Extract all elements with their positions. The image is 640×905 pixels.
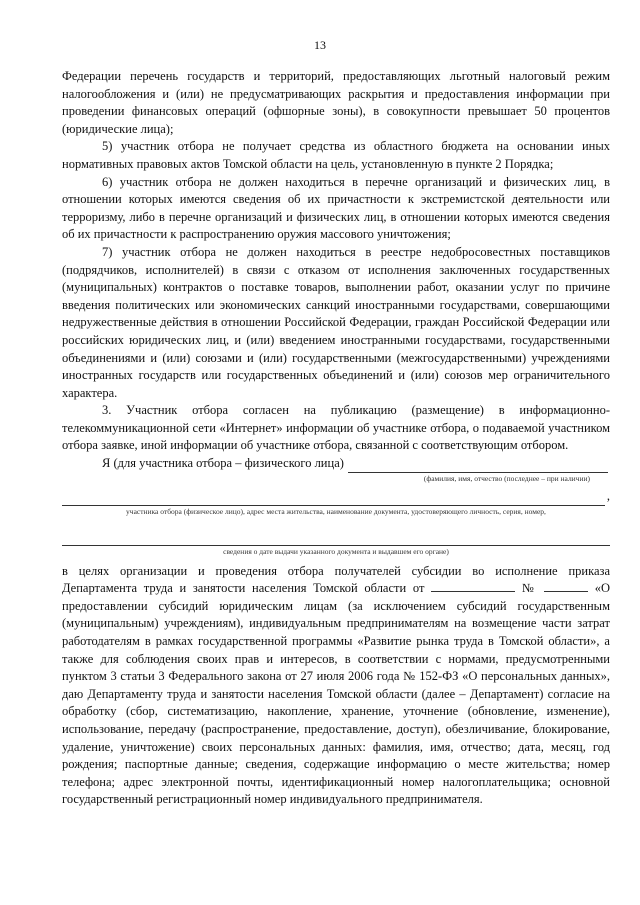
applicant-label: Я (для участника отбора – физического лица): [102, 456, 344, 471]
caption-document-issue: сведения о дате выдачи указанного документа и выдавшем его органе): [223, 546, 449, 556]
order-number-field[interactable]: [544, 581, 588, 592]
caption-applicant-name: (фамилия, имя, отчество (последнее – при наличии): [423, 473, 590, 483]
order-date-field[interactable]: [431, 581, 515, 592]
applicant-name-row: [62, 455, 610, 473]
applicant-document-row: [62, 490, 610, 506]
paragraph-item-7: 7) участник отбора не должен находиться в реестре недобросовестных поставщиков (подрядчиков, исполнителей) в связи с отказом от исполнения заключенных государственных (муниципальных) контрактов о поставке товаров, выполнении работ, оказании услуг по причине введения политических или экономических санкций иностранными государствами, совершающими недружественные действия в отношении Российской Федерации, граждан Российской Федерации или российских юридических лиц, и (или) введением иностранными государствами, государственными объединениями и (или) союзами и (или) государственными (межгосударственными) учреждениями иностранных государств или государственных объединений и (или) союзов мер ограничительного характера.: [62, 244, 610, 400]
number-sign: №: [521, 581, 538, 596]
consent-text-b: «О предоставлении субсидий юридическим лицам (за исключением субсидий государственным (муниципальным) учреждениям), индивидуальным предпринимателям на возмещение части затрат работодателям в рамках государственной программы «Развитие рынка труда в Томской области», а также для соблюдения своих прав и интересов, в соответствии с нормами, предусмотренными пунктом 3 статьи 3 Федерального закона от 27 июля 2006 года № 152-ФЗ «О персональных данных», даю Департаменту труда и занятости населения Томской области (далее – Департамент) согласие на обработку (сбор, систематизацию, накопление, хранение, уточнение (обновление, изменение), использование, передачу (распространение, предоставление, доступ), обезличивание, блокирование, удаление, уничтожение) своих персональных данных: фамилия, имя, отчество; дата, месяц, год рождения; паспортные данные; сведения, содержащие информацию о месте жительства; номер телефона; адрес электронной почты, идентификационный номер налогоплательщика; основной государственный регистрационный номер индивидуального предпринимателя.: [62, 581, 611, 807]
applicant-document-field[interactable]: [62, 492, 605, 506]
paragraph-item-5: 5) участник отбора не получает средства из областного бюджета на основании иных нормативных правовых актов Томской области на цель, установленную в пункте 2 Порядка;: [62, 139, 610, 171]
consent-text-a: в целях организации и проведения отбора получателей субсидии во исполнение приказа Департамента труда и занятости населения Томской области от: [62, 563, 610, 596]
paragraph-offshore-continuation: Федерации перечень государств и территорий, предоставляющих льготный налоговый режим налогообложения и (или) не предусматривающих раскрытия и предоставления информации при проведении финансовых операций (офшорные зоны), в совокупности превышает 50 процентов (юридические лица);: [62, 69, 610, 136]
paragraph-consent: [62, 563, 610, 809]
comma-mark: ,: [606, 489, 610, 504]
applicant-issue-field[interactable]: [62, 531, 610, 546]
paragraph-item-6: 6) участник отбора не должен находиться в перечне организаций и физических лиц, в отношении которых имеются сведения об их причастности к экстремистской деятельности или терроризму, либо в перечне организаций и физических лиц, в отношении которых имеются сведения об их причастности к распространению оружия массового уничтожения;: [62, 174, 610, 242]
page-number: 13: [314, 38, 326, 52]
paragraph-clause-3: 3. Участник отбора согласен на публикацию (размещение) в информационно-телекоммуникационной сети «Интернет» информации об участнике отбора, о подаваемой участником отбора заявке, иной информации об участнике отбора, связанной с соответствующим отбором.: [62, 403, 610, 453]
applicant-name-field[interactable]: [348, 459, 608, 473]
document-body: [62, 68, 610, 809]
caption-applicant-document: участника отбора (физическое лицо), адрес места жительства, наименование документа, удостоверяющего личность, серия, номер,: [126, 506, 546, 516]
